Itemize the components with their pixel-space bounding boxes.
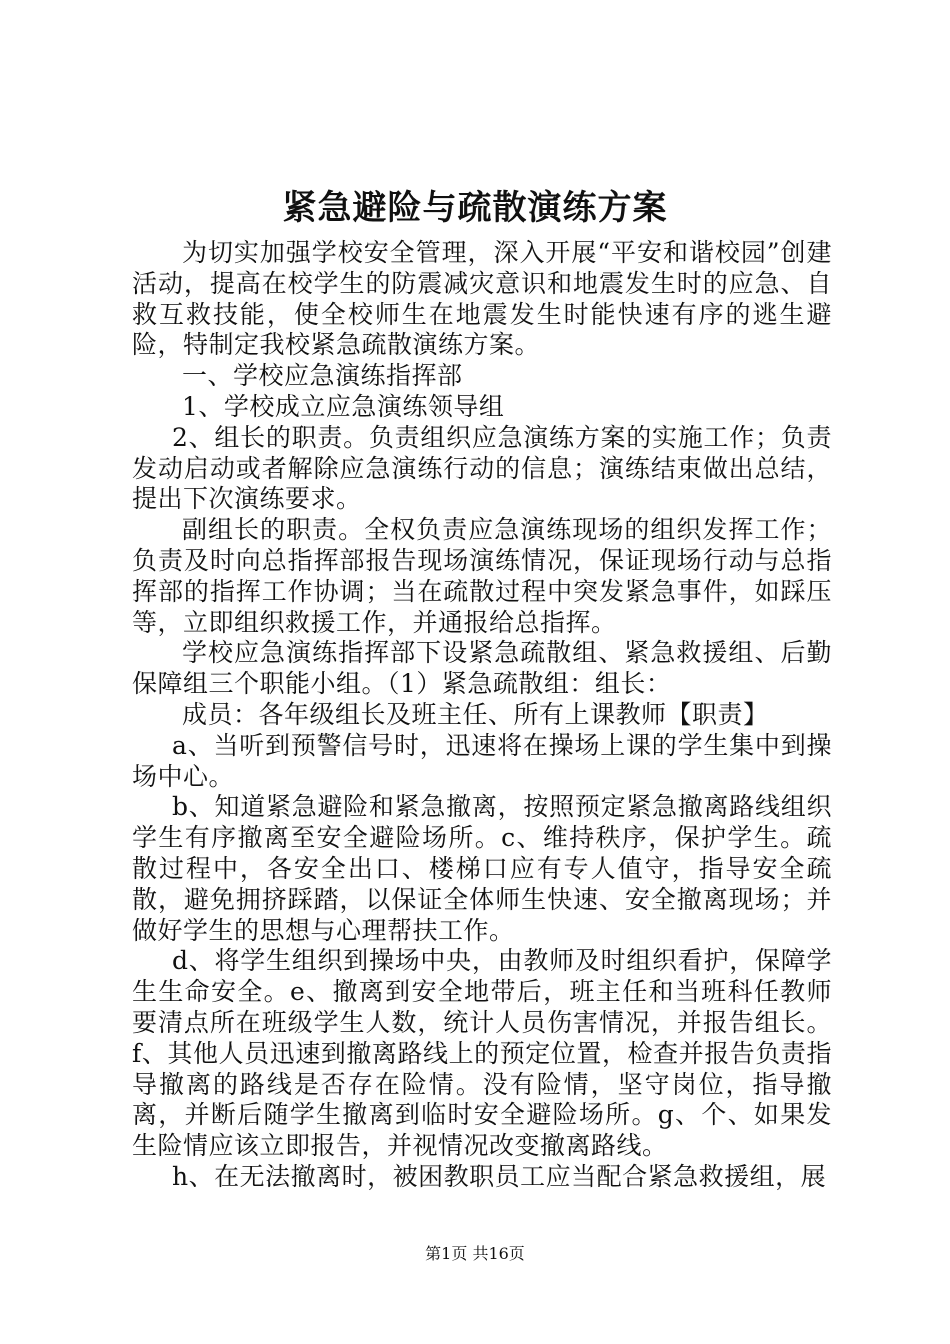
paragraph-item: 成员：各年级组长及班主任、所有上课教师【职责】 bbox=[182, 699, 769, 729]
paragraph-intro: 为切实加强学校安全管理，深入开展“平安和谐校园”创建活动，提高在校学生的防震减灾意识和地震发生时的应急、自救互救技能，使全校师生在地震发生时能快速有序的逃生避险，特制定我校紧急疏散演练方案。 bbox=[132, 238, 832, 360]
paragraph-item: a、当听到预警信号时，迅速将在操场上课的学生集中到操场中心。 bbox=[132, 730, 832, 791]
paragraph-item: 2、组长的职责。负责组织应急演练方案的实施工作；负责发动启动或者解除应急演练行动的信息；演练结束做出总结，提出下次演练要求。 bbox=[132, 422, 832, 514]
paragraph-item: d、将学生组织到操场中央，由教师及时组织看护，保障学生生命安全。e、撤离到安全地带后，班主任和当班科任教师要清点所在班级学生人数，统计人员伤害情况，并报告组长。f、其他人员迅速到撤离路线上的预定位置，检查并报告负责指导撤离的路线是否存在险情。没有险情，坚守岗位，指导撤离，并断后随学生撤离到临时安全避险场所。g、个、如果发生险情应该立即报告，并视情况改变撤离路线。 bbox=[132, 946, 832, 1161]
section-heading: 一、学校应急演练指挥部 bbox=[182, 361, 463, 391]
paragraph-item: 1、学校成立应急演练领导组 bbox=[182, 391, 505, 421]
document-body bbox=[132, 238, 832, 1193]
paragraph-item: h、在无法撤离时，被困教职员工应当配合紧急救援组，展 bbox=[172, 1161, 827, 1191]
paragraph-item: 学校应急演练指挥部下设紧急疏散组、紧急救援组、后勤保障组三个职能小组。（1）紧急疏散组：组长： bbox=[132, 638, 832, 699]
paragraph-item: b、知道紧急避险和紧急撤离，按照预定紧急撤离路线组织学生有序撤离至安全避险场所。c、维持秩序，保护学生。疏散过程中，各安全出口、楼梯口应有专人值守，指导安全疏散，避免拥挤踩踏，以保证全体师生快速、安全撤离现场；并做好学生的思想与心理帮扶工作。 bbox=[132, 792, 832, 945]
page-number: 第1页 共16页 bbox=[425, 1244, 525, 1263]
document-title: 紧急避险与疏散演练方案 bbox=[282, 188, 668, 228]
paragraph-item: 副组长的职责。全权负责应急演练现场的组织发挥工作；负责及时向总指挥部报告现场演练情况，保证现场行动与总指挥部的指挥工作协调；当在疏散过程中突发紧急事件，如踩压等，立即组织救援工作，并通报给总指挥。 bbox=[132, 515, 832, 637]
